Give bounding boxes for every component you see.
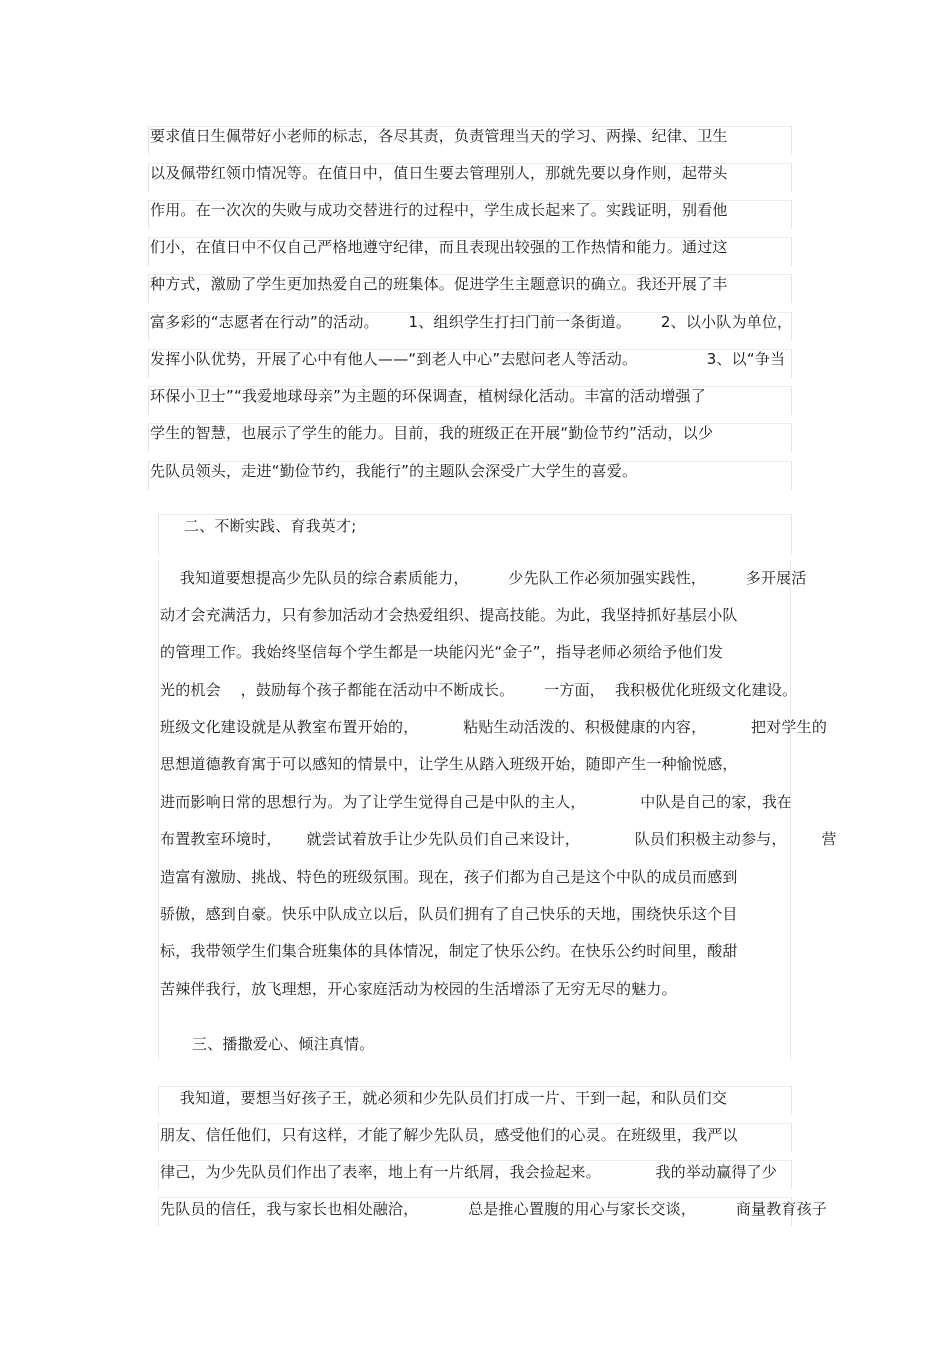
text-line: 先队员的信任，我与家长也相处融洽， 总是推心置腹的用心与家长交谈， 商量教育孩子	[160, 1200, 828, 1218]
text-line: 标，我带领学生们集合班集体的具体情况，制定了快乐公约。在快乐公约时间里，酸甜	[160, 942, 738, 960]
text-line: 学生的智慧，也展示了学生的能力。目前，我的班级正在开展“勤俭节约”活动，以少	[150, 424, 714, 442]
text-line: 们小，在值日中不仅自己严格地遵守纪律，而且表现出较强的工作热情和能力。通过这	[150, 238, 728, 256]
text-line: 朋友、信任他们，只有这样，才能了解少先队员，感受他们的心灵。在班级里，我严以	[160, 1126, 738, 1144]
text-line: 光的机会 ，鼓励每个孩子都能在活动中不断成长。 一方面， 我积极优化班级文化建设。	[160, 681, 798, 699]
margin-guide	[790, 560, 791, 1060]
text-line: 进而影响日常的思想行为。为了让学生觉得自己是中队的主人， 中队是自己的家，我在	[160, 793, 793, 811]
text-line: 骄傲，感到自豪。快乐中队成立以后，队员们拥有了自己快乐的天地，围绕快乐这个目	[160, 905, 738, 923]
text-line: 我知道，要想当好孩子王，就必须和少先队员们打成一片、干到一起，和队员们交	[160, 1089, 728, 1107]
text-line: 班级文化建设就是从教室布置开始的， 粘贴生动活泼的、积极健康的内容， 把对学生的	[160, 718, 828, 736]
text-line: 我知道要想提高少先队员的综合素质能力， 少先队工作必须加强实践性， 多开展活	[160, 569, 807, 587]
section-3-heading: 三、播撒爱心、倾注真情。	[192, 1035, 375, 1053]
text-line: 苦辣伴我行，放飞理想，开心家庭活动为校园的生活增添了无穷无尽的魅力。	[160, 980, 677, 998]
text-line: 造富有激励、挑战、特色的班级氛围。现在，孩子们都为自己是这个中队的成员而感到	[160, 868, 738, 886]
text-line: 富多彩的“志愿者在行动”的活动。 1、组织学生打扫门前一条街道。 2、以小队为单位，	[150, 313, 793, 331]
text-line: 以及佩带红领巾情况等。在值日中，值日生要去管理别人，那就先要以身作则，起带头	[150, 164, 728, 182]
text-line: 动才会充满活力，只有参加活动才会热爱组织、提高技能。为此，我坚持抓好基层小队	[160, 606, 738, 624]
text-line: 思想道德教育寓于可以感知的情景中，让学生从踏入班级开始，随即产生一种愉悦感，	[160, 755, 738, 773]
text-line: 先队员领头，走进“勤俭节约，我能行”的主题队会深受广大学生的喜爱。	[150, 462, 638, 480]
margin-guide	[158, 560, 159, 1060]
text-line: 布置教室环境时， 就尝试着放手让少先队员们自己来设计， 队员们积极主动参与， 营	[160, 830, 837, 848]
text-line: 的管理工作。我始终坚信每个学生都是一块能闪光“金子”，指导老师必须给予他们发	[160, 643, 724, 661]
text-line: 作用。在一次次的失败与成功交替进行的过程中，学生成长起来了。实践证明，别看他	[150, 201, 728, 219]
section-2-heading: 二、不断实践、育我英才;	[184, 517, 357, 535]
text-line: 环保小卫士”“我爱地球母亲”为主题的环保调查，植树绿化活动。丰富的活动增强了	[150, 387, 706, 405]
text-line: 发挥小队优势，开展了心中有他人——“到老人中心”去慰问老人等活动。 3、以“争当	[150, 350, 786, 368]
text-line: 要求值日生佩带好小老师的标志，各尽其责，负责管理当天的学习、两操、纪律、卫生	[150, 127, 728, 145]
text-line: 种方式，激励了学生更加热爱自己的班集体。促进学生主题意识的确立。我还开展了丰	[150, 275, 728, 293]
text-line: 律己，为少先队员们作出了表率，地上有一片纸屑，我会捡起来。 我的举动赢得了少	[160, 1163, 778, 1181]
